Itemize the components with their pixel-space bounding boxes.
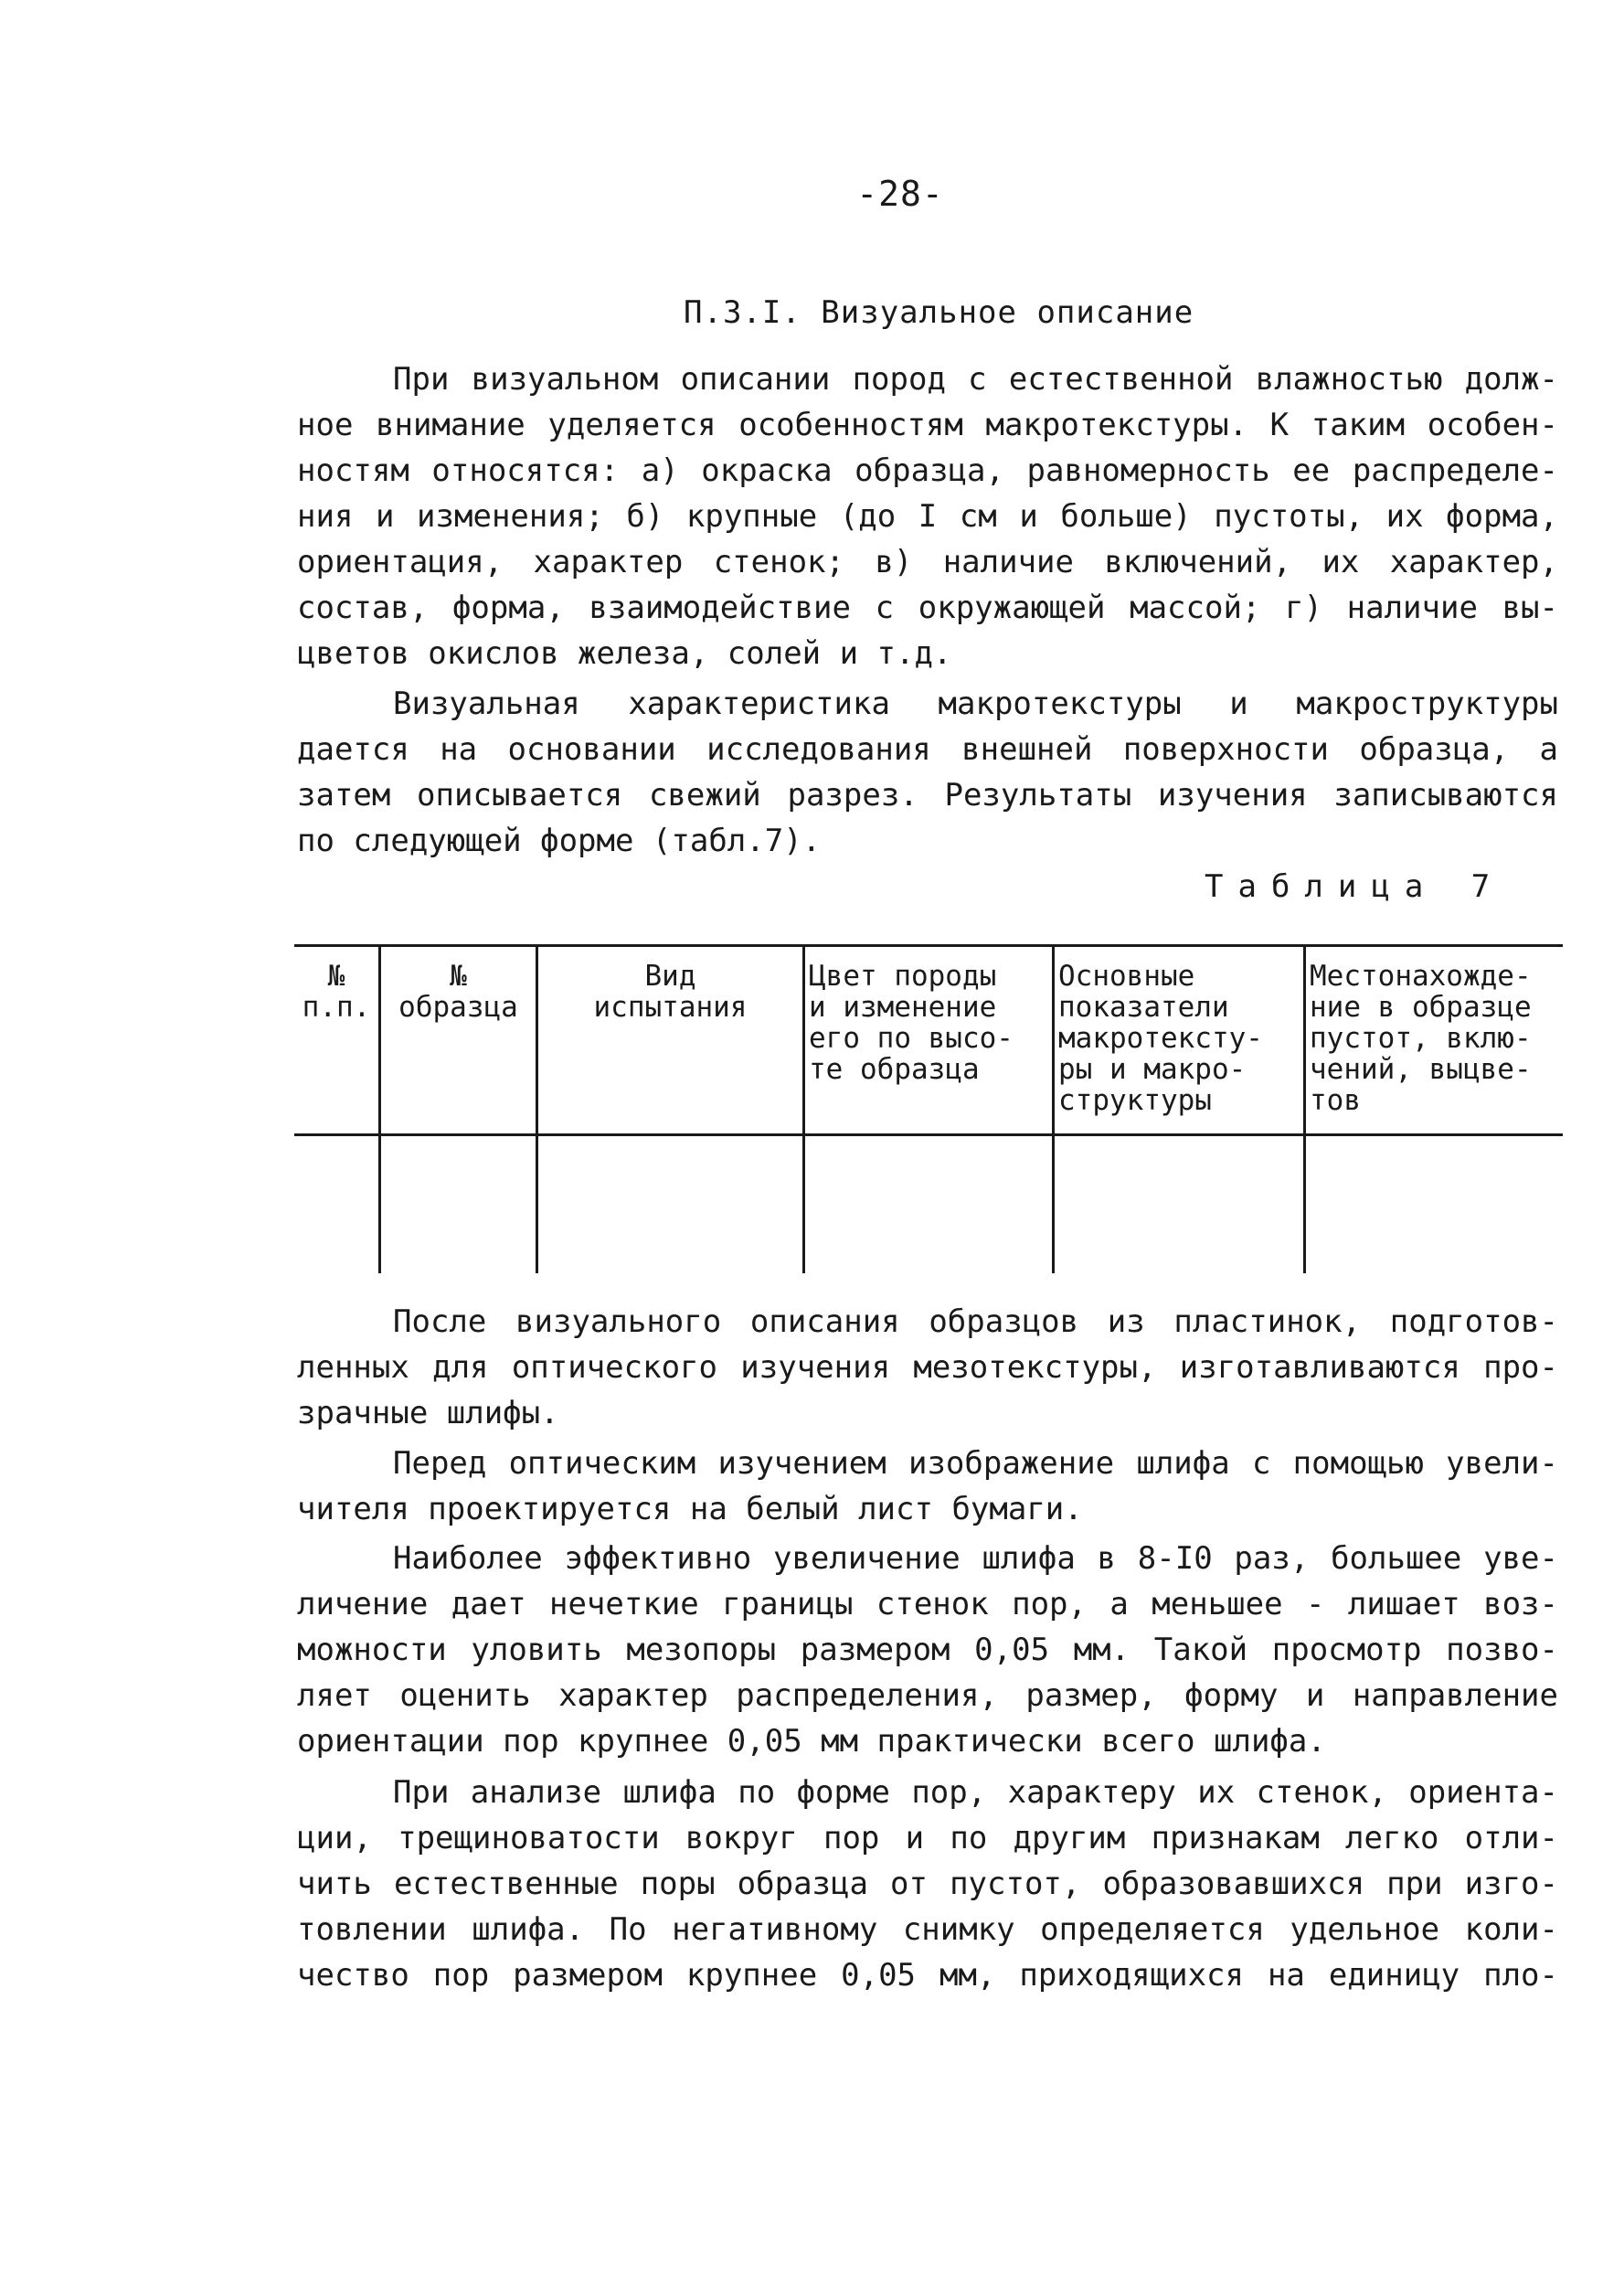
table-header-cell: Вид испытания xyxy=(593,960,748,1024)
table-caption: Таблица 7 xyxy=(1205,868,1505,905)
table xyxy=(294,944,1563,1273)
text-line: чить естественные поры образца от пустот, образовавшихся при изго- xyxy=(297,1866,1558,1902)
table-header-cell: № образца xyxy=(398,960,518,1024)
text-line: товлении шлифа. По негативному снимку определяется удельное коли- xyxy=(297,1911,1558,1948)
text-line: ния и изменения; б) крупные (до I см и больше) пустоты, их форма, xyxy=(297,498,1558,535)
table-header-cell: Цвет породы и изменение его по высо- те образца xyxy=(809,960,1014,1086)
text-line: дается на основании исследования внешней поверхности образца, а xyxy=(297,731,1558,768)
section-title: П.3.I. Визуальное описание xyxy=(684,294,1194,331)
table-header-cell: Местонахожде- ние в образце пустот, вклю- чений, выцве- тов xyxy=(1310,960,1532,1117)
text-line: ции, трещиноватости вокруг пор и по другим признакам легко отли- xyxy=(297,1820,1558,1856)
text-line: зрачные шлифы. xyxy=(297,1395,559,1431)
text-line: Наиболее эффективно увеличение шлифа в 8-I0 раз, большее уве- xyxy=(393,1540,1558,1577)
text-line: ностям относятся: а) окраска образца, равномерность ее распределе- xyxy=(297,452,1558,489)
text-line: состав, форма, взаимодействие с окружающей массой; г) наличие вы- xyxy=(297,590,1558,626)
table-column-rule xyxy=(802,944,805,1273)
table-column-rule xyxy=(1303,944,1306,1273)
text-line: При визуальном описании пород с естественной влажностью долж- xyxy=(393,361,1558,398)
text-line: ориентации пор крупнее 0,05 мм практически всего шлифа. xyxy=(297,1723,1326,1760)
text-line: можности уловить мезопоры размером 0,05 мм. Такой просмотр позво- xyxy=(297,1632,1558,1668)
text-line: чителя проектируется на белый лист бумаги. xyxy=(297,1491,1083,1527)
page-number: -28- xyxy=(856,174,944,214)
table-header-cell: Основные показатели макротексту- ры и макро- структуры xyxy=(1058,960,1263,1117)
text-line: ное внимание уделяется особенностям макротекстуры. К таким особен- xyxy=(297,407,1558,443)
table-column-rule xyxy=(1052,944,1055,1273)
table-header-cell: № п.п. xyxy=(302,960,371,1024)
table-header-rule xyxy=(294,1133,1563,1136)
text-line: Визуальная характеристика макротекстуры и макроструктуры xyxy=(393,686,1558,722)
text-line: ляет оценить характер распределения, размер, форму и направление xyxy=(297,1677,1558,1714)
text-line: по следующей форме (табл.7). xyxy=(297,823,822,859)
text-line: личение дает нечеткие границы стенок пор, а меньшее - лишает воз- xyxy=(297,1586,1558,1622)
text-line: ориентация, характер стенок; в) наличие включений, их характер, xyxy=(297,544,1558,580)
text-line: чество пор размером крупнее 0,05 мм, приходящихся на единицу пло- xyxy=(297,1957,1558,1994)
text-line: цветов окислов железа, солей и т.д. xyxy=(297,635,952,672)
text-line: затем описывается свежий разрез. Результаты изучения записываются xyxy=(297,777,1558,814)
text-line: После визуального описания образцов из пластинок, подготов- xyxy=(393,1303,1558,1340)
text-line: ленных для оптического изучения мезотекстуры, изготавливаются про- xyxy=(297,1349,1558,1386)
text-line: Перед оптическим изучением изображение шлифа с помощью увели- xyxy=(393,1445,1558,1482)
table-top-rule xyxy=(294,944,1563,947)
text-line: При анализе шлифа по форме пор, характеру их стенок, ориента- xyxy=(393,1774,1558,1811)
